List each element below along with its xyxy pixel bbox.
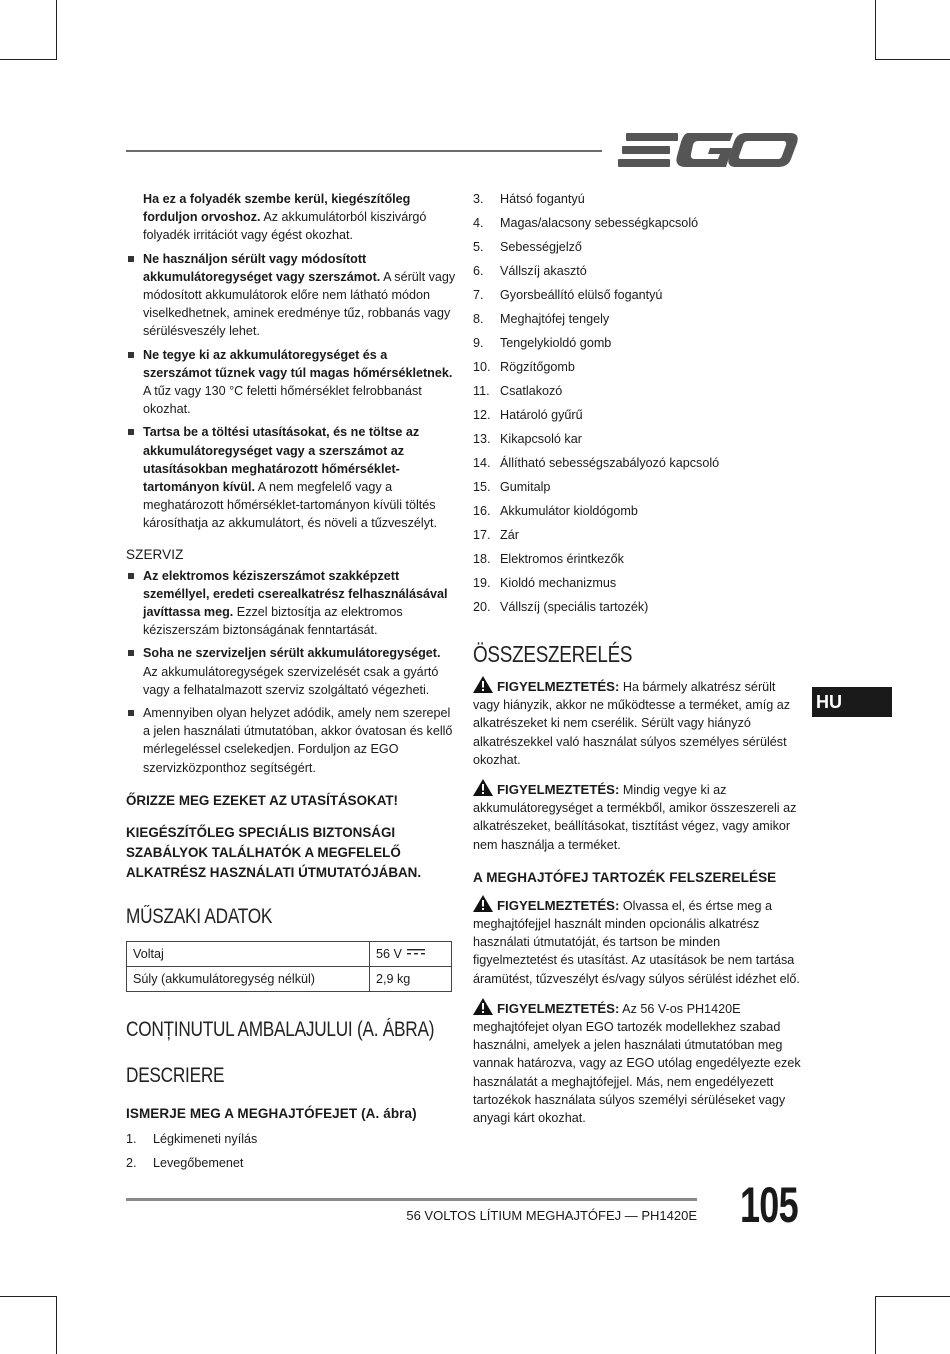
table-row: [127, 941, 452, 966]
bullet-text: A nem megfelelő vagy a meghatározott hőmérséklet-tartományon kívüli töltés károsíthatja az akkumulátort, és növeli a tűzveszélyt.: [143, 480, 437, 531]
crop-mark: [0, 59, 57, 60]
bullet-text: Amennyiben olyan helyzet adódik, amely nem szerepel a jelen használati útmutatóban, akkor óvatosan és kellő mérlegeléssel cselekedjen. Forduljon az EGO szervizközponthoz segítségért.: [143, 706, 453, 775]
warning-icon: [473, 998, 493, 1015]
list-item: 13. Kikapcsoló kar: [473, 432, 582, 446]
list-item: 7. Gyorsbeállító elülső fogantyú: [473, 288, 663, 302]
bullet-bold: Ne használjon sérült vagy módosított akkumulátoregységet vagy szerszámot.: [143, 251, 381, 284]
tech-data-heading: MŰSZAKI ADATOK: [126, 904, 273, 928]
parts-list: [473, 187, 803, 619]
warning-paragraph: [473, 895, 803, 988]
header-rule: [126, 150, 602, 152]
warning-text: Mindig vegye ki az akkumulátoregységet a termékből, amikor összeszereli az alkatrészeket, beállításokat, tisztítást végez, vagy amikor nem használja a terméket.: [473, 783, 797, 852]
crop-mark: [56, 0, 57, 60]
list-item: [126, 644, 456, 699]
warning-paragraph: [473, 779, 803, 854]
warning-text: Olvassa el, és értse meg a meghajtófejjel használt minden opcionális alkatrész használati útmutatóját, és tartson be minden figyelmeztetést és utasítást. Az utasítások be nem tartása áramütést, tűzveszélyt és/vagy súlyos sérülést idézhet elő.: [473, 898, 800, 986]
warning-label: FIGYELMEZTETÉS:: [497, 1000, 620, 1016]
spec-label: Súly (akkumulátoregység nélkül): [127, 966, 370, 991]
left-column: [126, 190, 456, 1175]
footer-title: 56 VOLTOS LÍTIUM MEGHAJTÓFEJ — PH1420E: [406, 1208, 697, 1223]
intro-text: Az akkumulátorból kiszivárgó folyadék irritációt vagy égést okozhat.: [143, 210, 427, 243]
warning-paragraph: [473, 998, 803, 1127]
battery-leak-paragraph: [126, 190, 456, 245]
spec-label: Voltaj: [127, 941, 370, 966]
list-item: 9. Tengelykioldó gomb: [473, 336, 612, 350]
list-item: [126, 423, 456, 532]
list-item: 16. Akkumulátor kioldógomb: [473, 504, 638, 518]
list-item: 2. Levegőbemenet: [126, 1155, 244, 1170]
list-item: 1. Légkimeneti nyílás: [126, 1131, 258, 1146]
keep-instructions: ŐRIZZE MEG EZEKET AZ UTASÍTÁSOKAT!: [126, 792, 399, 808]
crop-mark: [875, 59, 950, 60]
bullet-text: Az akkumulátoregységek szervizelését csak a gyártó vagy a felhatalmazott szerviz szolgáltató végezheti.: [143, 664, 439, 697]
list-item: 8. Meghajtófej tengely: [473, 312, 610, 326]
description-heading: DESCRIERE: [126, 1063, 225, 1087]
bullet-bold: Ne tegye ki az akkumulátoregységet és a szerszámot tűznek vagy túl magas hőmérsékletnek.: [143, 347, 453, 380]
warning-icon: [473, 676, 493, 693]
bullet-text: A sérült vagy módosított akkumulátorok előre nem látható módon viselkedhetnek, aminek eredménye tűz, robbanás vagy sérülésveszély lehet.: [143, 269, 456, 339]
crop-mark: [875, 1296, 876, 1354]
list-item: [126, 704, 456, 777]
warning-group: [473, 895, 803, 1127]
spec-table: [126, 941, 452, 992]
warning-text: Az 56 V-os PH1420E meghajtófejet olyan EGO tartozék modellekhez szabad használni, amelyek a jelen használati útmutatóban meg vannak határozva, vagy az EGO utólag engedélyezte ezek használatát a meghajtófejjel. Más, nem engedélyezett tartozékok használata súlyos személyi sérüléseket vagy anyagi kárt okozhat.: [473, 1001, 801, 1126]
ego-logo: [618, 130, 798, 177]
attach-heading: A MEGHAJTÓFEJ TARTOZÉK FELSZERELÉSE: [473, 869, 777, 885]
list-item: 19. Kioldó mechanizmus: [473, 576, 617, 590]
list-item: 14. Állítható sebességszabályozó kapcsoló: [473, 456, 720, 470]
list-item: 20. Vállszíj (speciális tartozék): [473, 600, 649, 614]
intro-bold: Ha ez a folyadék szembe kerül, kiegészítőleg forduljon orvoshoz.: [143, 192, 411, 225]
list-item: [126, 250, 456, 341]
right-column: [473, 190, 803, 1127]
list-item: 6. Vállszíj akasztó: [473, 264, 587, 278]
list-item: 17. Zár: [473, 528, 519, 542]
parts-list: [126, 1127, 456, 1175]
list-item: 5. Sebességjelző: [473, 240, 582, 254]
contents-heading: CONȚINUTUL AMBALAJULUI (A. ÁBRA): [126, 1017, 435, 1041]
crop-mark: [875, 0, 876, 60]
bullet-text: A tűz vagy 130 °C feletti hőmérséklet felrobbanást okozhat.: [143, 384, 422, 417]
page-number: 105: [740, 1177, 798, 1233]
footer-rule: [126, 1198, 697, 1201]
table-row: [127, 966, 452, 991]
extra-rules-note: KIEGÉSZÍTŐLEG SPECIÁLIS BIZTONSÁGI SZABÁLYOK TALÁLHATÓK A MEGFELELŐ ALKATRÉSZ HASZNÁLATI ÚTMUTATÓJÁBAN.: [126, 824, 422, 880]
list-item: [126, 567, 456, 640]
assembly-heading: ÖSSZESZERELÉS: [473, 641, 633, 667]
list-item: 18. Elektromos érintkezők: [473, 552, 624, 566]
list-item: [126, 346, 456, 419]
crop-mark: [56, 1296, 57, 1354]
warning-label: FIGYELMEZTETÉS:: [497, 782, 620, 798]
service-heading: SZERVIZ: [126, 546, 184, 562]
list-item: 10. Rögzítőgomb: [473, 360, 575, 374]
list-item: 12. Határoló gyűrű: [473, 408, 583, 422]
warning-group: [473, 676, 803, 854]
bullet-text: Ezzel biztosítja az elektromos kéziszerszám biztonságának fenntartását.: [143, 605, 403, 638]
crop-mark: [0, 1296, 57, 1297]
know-heading: ISMERJE MEG A MEGHAJTÓFEJET (A. ábra): [126, 1105, 417, 1121]
list-item: 11. Csatlakozó: [473, 384, 563, 398]
bullet-bold: Tartsa be a töltési utasításokat, és ne töltse az akkumulátoregységet vagy a szerszámot az utasításokban meghatározott hőmérséklet-tartományon kívül.: [143, 425, 420, 495]
warning-label: FIGYELMEZTETÉS:: [497, 679, 620, 694]
spec-value: 56 V: [370, 941, 452, 966]
crop-mark: [875, 1296, 950, 1297]
list-item: 4. Magas/alacsony sebességkapcsoló: [473, 216, 699, 230]
list-item: 15. Gumitalp: [473, 480, 551, 494]
spec-value: 2,9 kg: [370, 966, 452, 991]
language-tab: HU: [812, 687, 892, 717]
warning-paragraph: [473, 676, 803, 769]
bullet-bold: Soha ne szervizeljen sérült akkumulátoregységet.: [143, 646, 441, 661]
warning-icon: [473, 895, 493, 912]
warning-label: FIGYELMEZTETÉS:: [497, 897, 620, 913]
dc-symbol-icon: [407, 948, 425, 956]
warning-text: Ha bármely alkatrész sérült vagy hiányzik, akkor ne működtesse a terméket, amíg az alkatrészeket ki nem cserélik. Sérült vagy hiányzó alkatrészekkel való használat súlyos személyes sérülést okozhat.: [473, 680, 791, 767]
bullet-bold: Az elektromos kéziszerszámot szakképzett személlyel, eredeti cserealkatrész felhasználásával javíttassa meg.: [143, 568, 448, 620]
list-item: 3. Hátsó fogantyú: [473, 192, 585, 206]
warning-icon: [473, 779, 493, 796]
